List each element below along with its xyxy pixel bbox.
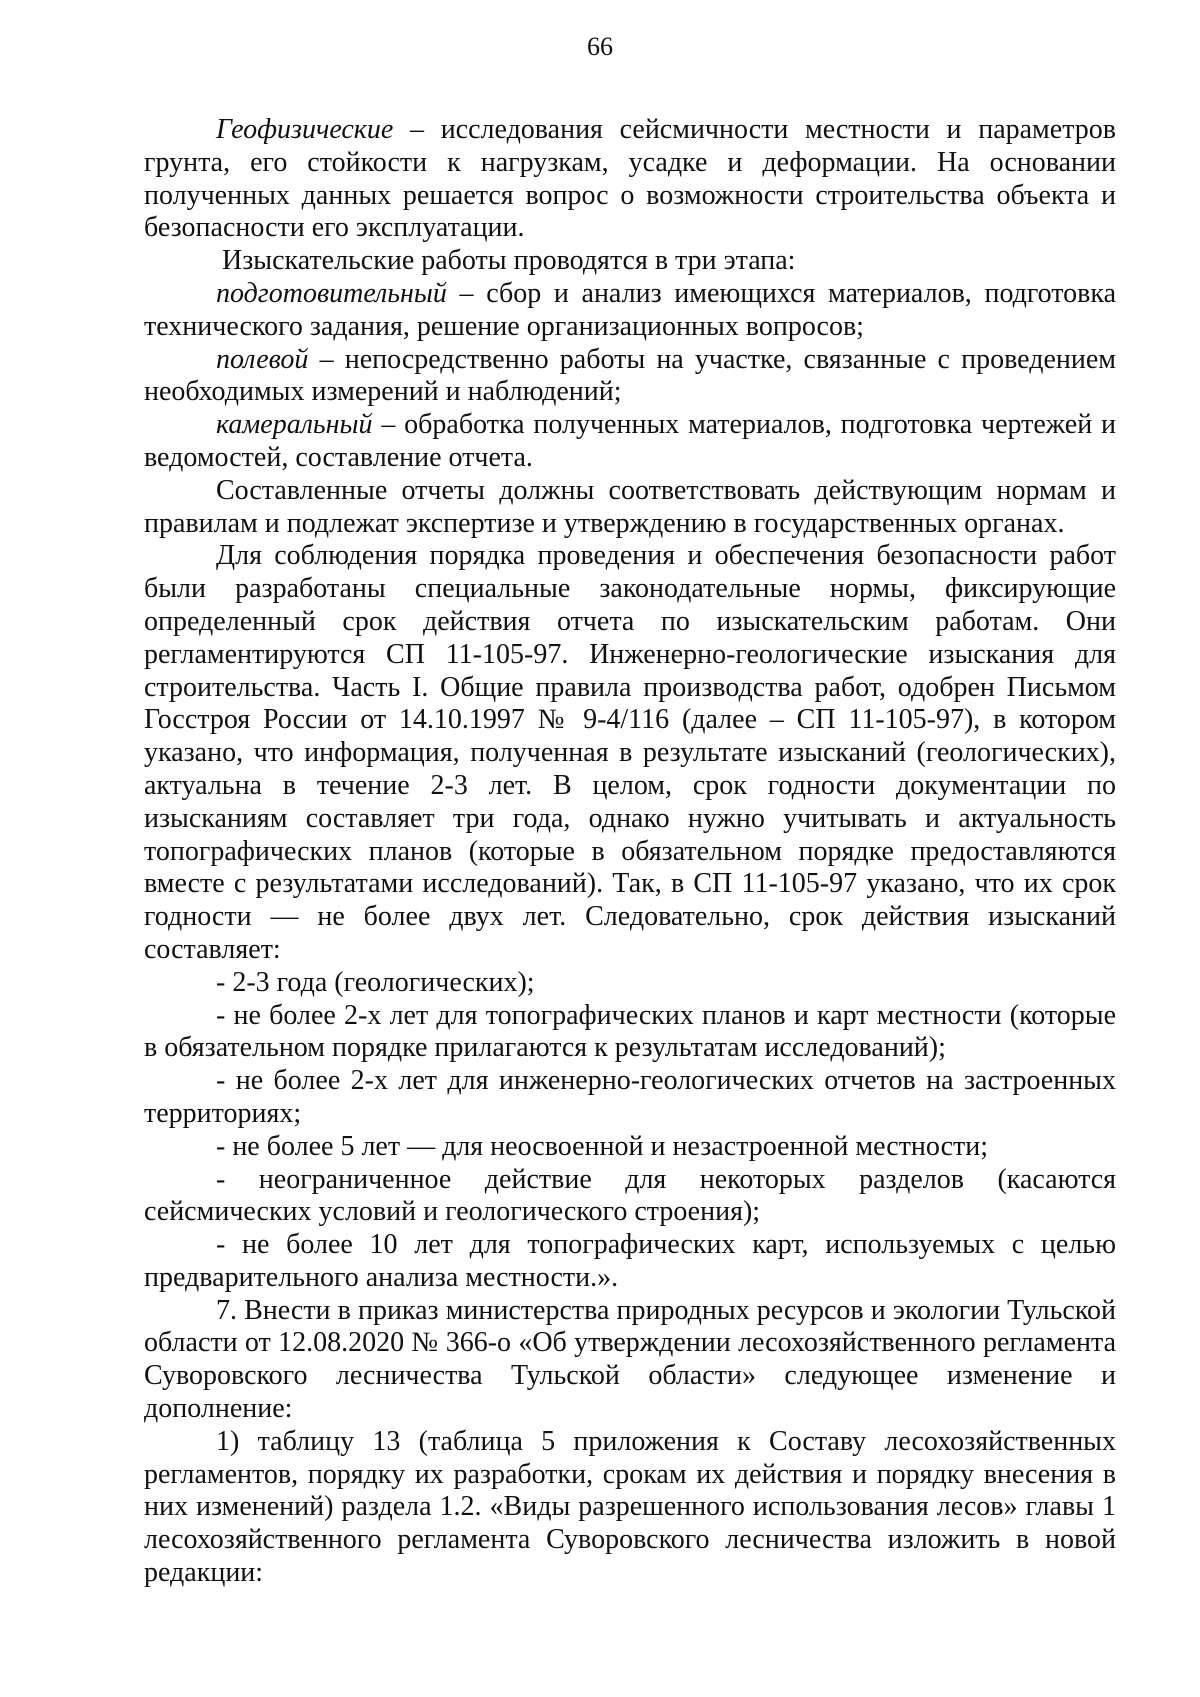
paragraph-stage-office bbox=[144, 409, 1116, 475]
paragraph-stage-preparatory-text: – сбор и анализ имеющихся материалов, подготовка технического задания, решение организационных вопросов; bbox=[144, 277, 1116, 342]
list-item-geological: - 2-3 года (геологических); bbox=[216, 966, 535, 998]
list-item-topographic-plans: - не более 2-х лет для топографических планов и карт местности (которые в обязательном порядке прилагаются к результатам исследований); bbox=[144, 999, 1116, 1064]
paragraph-stage-field-text: – непосредственно работы на участке, связанные с проведением необходимых измерений и наблюдений; bbox=[144, 343, 1116, 408]
term-office: камеральный bbox=[216, 409, 373, 441]
list-item-topographic-maps: - не более 10 лет для топографических карт, используемых с целью предварительного анализа местности.». bbox=[144, 1229, 1116, 1293]
list-item-undeveloped-area: - не более 5 лет — для неосвоенной и незастроенной местности; bbox=[216, 1130, 989, 1162]
list-item-unlimited: - неограниченное действие для некоторых разделов (касаются сейсмических условий и геологического строения); bbox=[144, 1163, 1116, 1228]
paragraph-regulations: Для соблюдения порядка проведения и обеспечения безопасности работ были разработаны специальные законодательные нормы, фиксирующие определенный срок действия отчета по изыскательским работам. Они регламентируются СП 11-105-97. Инженерно-геологические изыскания для строительства. Часть I. Общие правила производства работ, одобрен Письмом Госстроя России от 14.10.1997 № 9-4/116 (далее – СП 11-105-97), в котором указано, что информация, полученная в результате изысканий (геологических), актуальна в течение 2-3 лет. В целом, срок годности документации по изысканиям составляет три года, однако нужно учитывать и актуальность топографических планов (которые в обязательном порядке предоставляются вместе с результатами исследований). Так, в СП 11-105-97 указано, что их срок годности — не более двух лет. Следовательно, срок действия изысканий составляет: bbox=[144, 540, 1116, 965]
document-body bbox=[144, 114, 1116, 1590]
term-preparatory: подготовительный bbox=[216, 277, 447, 309]
paragraph-geophysical bbox=[144, 114, 1116, 245]
list-item-engineering-reports: - не более 2-х лет для инженерно-геологических отчетов на застроенных территориях; bbox=[144, 1065, 1116, 1129]
term-geophysical: Геофизические bbox=[216, 114, 394, 145]
paragraph-item-7: 7. Внести в приказ министерства природных ресурсов и экологии Тульской области от 12.08.2020 № 366-о «Об утверждении лесохозяйственного регламента Суворовского лесничества Тульской области» следующее изменение и дополнение: bbox=[144, 1294, 1116, 1425]
term-field: полевой bbox=[216, 343, 309, 375]
page-number: 66 bbox=[587, 32, 613, 61]
paragraph-stage-field bbox=[144, 344, 1116, 410]
paragraph-stage-office-text: – обработка полученных материалов, подготовка чертежей и ведомостей, составление отчета. bbox=[144, 409, 1116, 473]
paragraph-stage-preparatory bbox=[144, 278, 1116, 344]
paragraph-reports: Составленные отчеты должны соответствовать действующим нормам и правилам и подлежат экспертизе и утверждению в государственных органах. bbox=[144, 474, 1116, 539]
paragraph-stages-intro: Изыскательские работы проводятся в три этапа: bbox=[222, 245, 796, 277]
paragraph-geophysical-text: – исследования сейсмичности местности и параметров грунта, его стойкости к нагрузкам, усадке и деформации. На основании полученных данных решается вопрос о возможности строительства объекта и безопасности его эксплуатации. bbox=[144, 114, 1116, 244]
paragraph-subitem-1: 1) таблицу 13 (таблица 5 приложения к Составу лесохозяйственных регламентов, порядку их разработки, срокам их действия и порядку внесения в них изменений) раздела 1.2. «Виды разрешенного использования лесов» главы 1 лесохозяйственного регламента Суворовского лесничества изложить в новой редакции: bbox=[144, 1425, 1116, 1589]
